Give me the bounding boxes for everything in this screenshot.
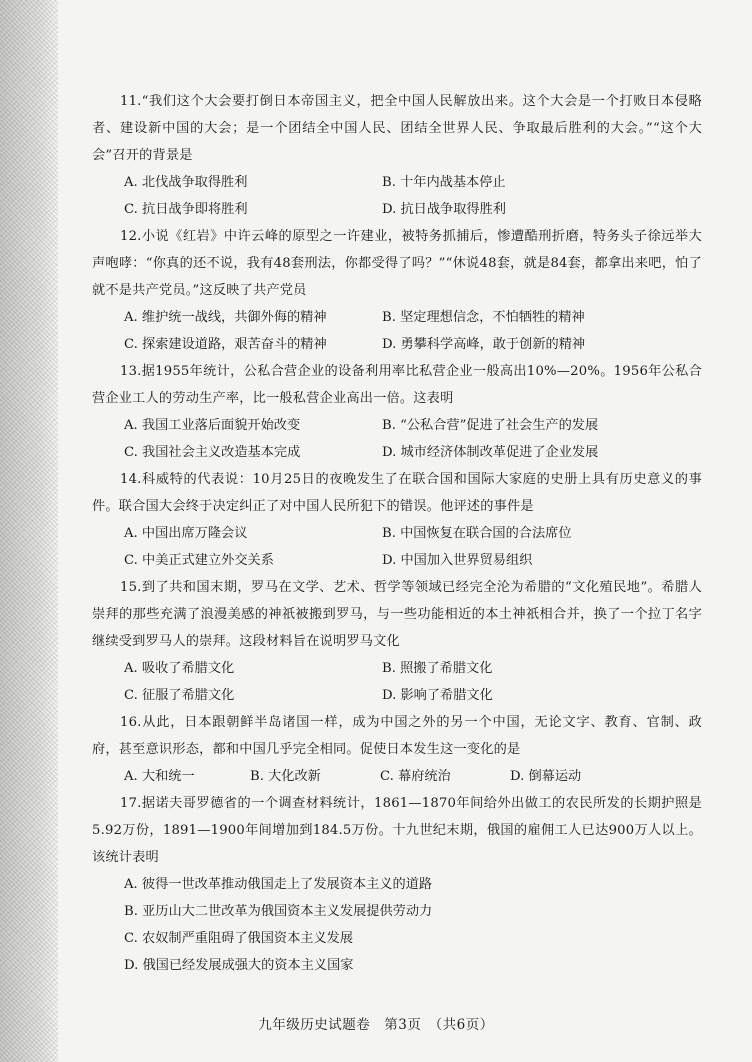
- option-list: [92, 169, 702, 223]
- option-a[interactable]: A. 中国出席万隆会议: [124, 526, 248, 541]
- option-b[interactable]: B. 大化改新: [250, 769, 321, 784]
- question-16: [92, 709, 702, 790]
- question-stem: 15.到了共和国末期，罗马在文学、艺术、哲学等领域已经完全沦为希腊的“文化殖民地”。希腊人崇拜的那些充满了浪漫美感的神祇被搬到罗马，与一些功能相近的本土神祇相合并，换了一个拉丁名字继续受到罗马人的崇拜。这段材料旨在说明罗马文化: [92, 580, 702, 649]
- option-b[interactable]: B. 亚历山大二世改革为俄国资本主义发展提供劳动力: [124, 904, 433, 919]
- question-17: [92, 790, 702, 979]
- question-stem: 16.从此，日本跟朝鲜半岛诸国一样，成为中国之外的另一个中国，无论文字、教育、官制、政府，甚至意识形态，都和中国几乎完全相同。促使日本发生这一变化的是: [92, 715, 702, 757]
- scan-shadow-edge: [0, 0, 58, 1062]
- option-list: [92, 655, 702, 709]
- question-13: [92, 358, 702, 466]
- option-c[interactable]: C. 征服了希腊文化: [124, 688, 235, 703]
- option-b[interactable]: B. 十年内战基本停止: [382, 175, 506, 190]
- option-c[interactable]: C. 抗日战争即将胜利: [124, 202, 248, 217]
- question-stem: 14.科威特的代表说：10月25日的夜晚发生了在联合国和国际大家庭的史册上具有历史意义的事件。联合国大会终于决定纠正了对中国人民所犯下的错误。他评述的事件是: [92, 472, 702, 514]
- option-d[interactable]: D. 抗日战争取得胜利: [382, 202, 506, 217]
- option-c[interactable]: C. 中美正式建立外交关系: [124, 553, 274, 568]
- option-d[interactable]: D. 俄国已经发展成强大的资本主义国家: [124, 958, 354, 973]
- option-a[interactable]: A. 大和统一: [124, 769, 195, 784]
- option-list: [92, 412, 702, 466]
- page-footer: 九年级历史试题卷 第3页 （共6页）: [258, 1017, 494, 1033]
- option-list: [92, 871, 702, 979]
- option-c[interactable]: C. 农奴制严重阻碍了俄国资本主义发展: [124, 931, 354, 946]
- option-b[interactable]: B. 照搬了希腊文化: [382, 661, 493, 676]
- option-b[interactable]: B. “公私合营”促进了社会生产的发展: [382, 418, 599, 433]
- option-a[interactable]: A. 我国工业落后面貌开始改变: [124, 418, 301, 433]
- question-11: [92, 88, 702, 223]
- option-list: [92, 520, 702, 574]
- option-c[interactable]: C. 幕府统治: [380, 769, 451, 784]
- question-stem: 13.据1955年统计，公私合营企业的设备利用率比私营企业一般高出10%—20%。1956年公私合营企业工人的劳动生产率，比一般私营企业高出一倍。这表明: [92, 364, 702, 406]
- option-a[interactable]: A. 维护统一战线，共御外侮的精神: [124, 310, 327, 325]
- option-d[interactable]: D. 影响了希腊文化: [382, 688, 493, 703]
- option-d[interactable]: D. 倒幕运动: [510, 769, 582, 784]
- option-d[interactable]: D. 城市经济体制改革促进了企业发展: [382, 445, 599, 460]
- option-a[interactable]: A. 北伐战争取得胜利: [124, 175, 248, 190]
- question-stem: 17.据诺夫哥罗德省的一个调查材料统计，1861—1870年间给外出做工的农民所发的长期护照是5.92万份，1891—1900年间增加到184.5万份。十九世纪末期，俄国的雇佣工人已达900万人以上。该统计表明: [92, 796, 702, 865]
- option-list: [92, 763, 702, 790]
- option-b[interactable]: B. 坚定理想信念，不怕牺牲的精神: [382, 310, 585, 325]
- question-12: [92, 223, 702, 358]
- option-b[interactable]: B. 中国恢复在联合国的合法席位: [382, 526, 572, 541]
- question-15: [92, 574, 702, 709]
- option-c[interactable]: C. 我国社会主义改造基本完成: [124, 445, 301, 460]
- option-d[interactable]: D. 勇攀科学高峰，敢于创新的精神: [382, 337, 586, 352]
- option-a[interactable]: A. 彼得一世改革推动俄国走上了发展资本主义的道路: [124, 877, 433, 892]
- option-list: [92, 304, 702, 358]
- option-a[interactable]: A. 吸收了希腊文化: [124, 661, 235, 676]
- question-14: [92, 466, 702, 574]
- option-d[interactable]: D. 中国加入世界贸易组织: [382, 553, 533, 568]
- exam-page: [92, 88, 702, 979]
- question-stem: 11.“我们这个大会要打倒日本帝国主义，把全中国人民解放出来。这个大会是一个打败日本侵略者、建设新中国的大会；是一个团结全中国人民、团结全世界人民、争取最后胜利的大会。”“这个大会”召开的背景是: [92, 94, 702, 163]
- option-c[interactable]: C. 探索建设道路，艰苦奋斗的精神: [124, 337, 327, 352]
- question-stem: 12.小说《红岩》中许云峰的原型之一许建业，被特务抓捕后，惨遭酷刑折磨，特务头子徐远举大声咆哮：“你真的还不说，我有48套刑法，你都受得了吗？”“休说48套，就是84套，都拿出来吧，怕了就不是共产党员。”这反映了共产党员: [92, 229, 702, 298]
